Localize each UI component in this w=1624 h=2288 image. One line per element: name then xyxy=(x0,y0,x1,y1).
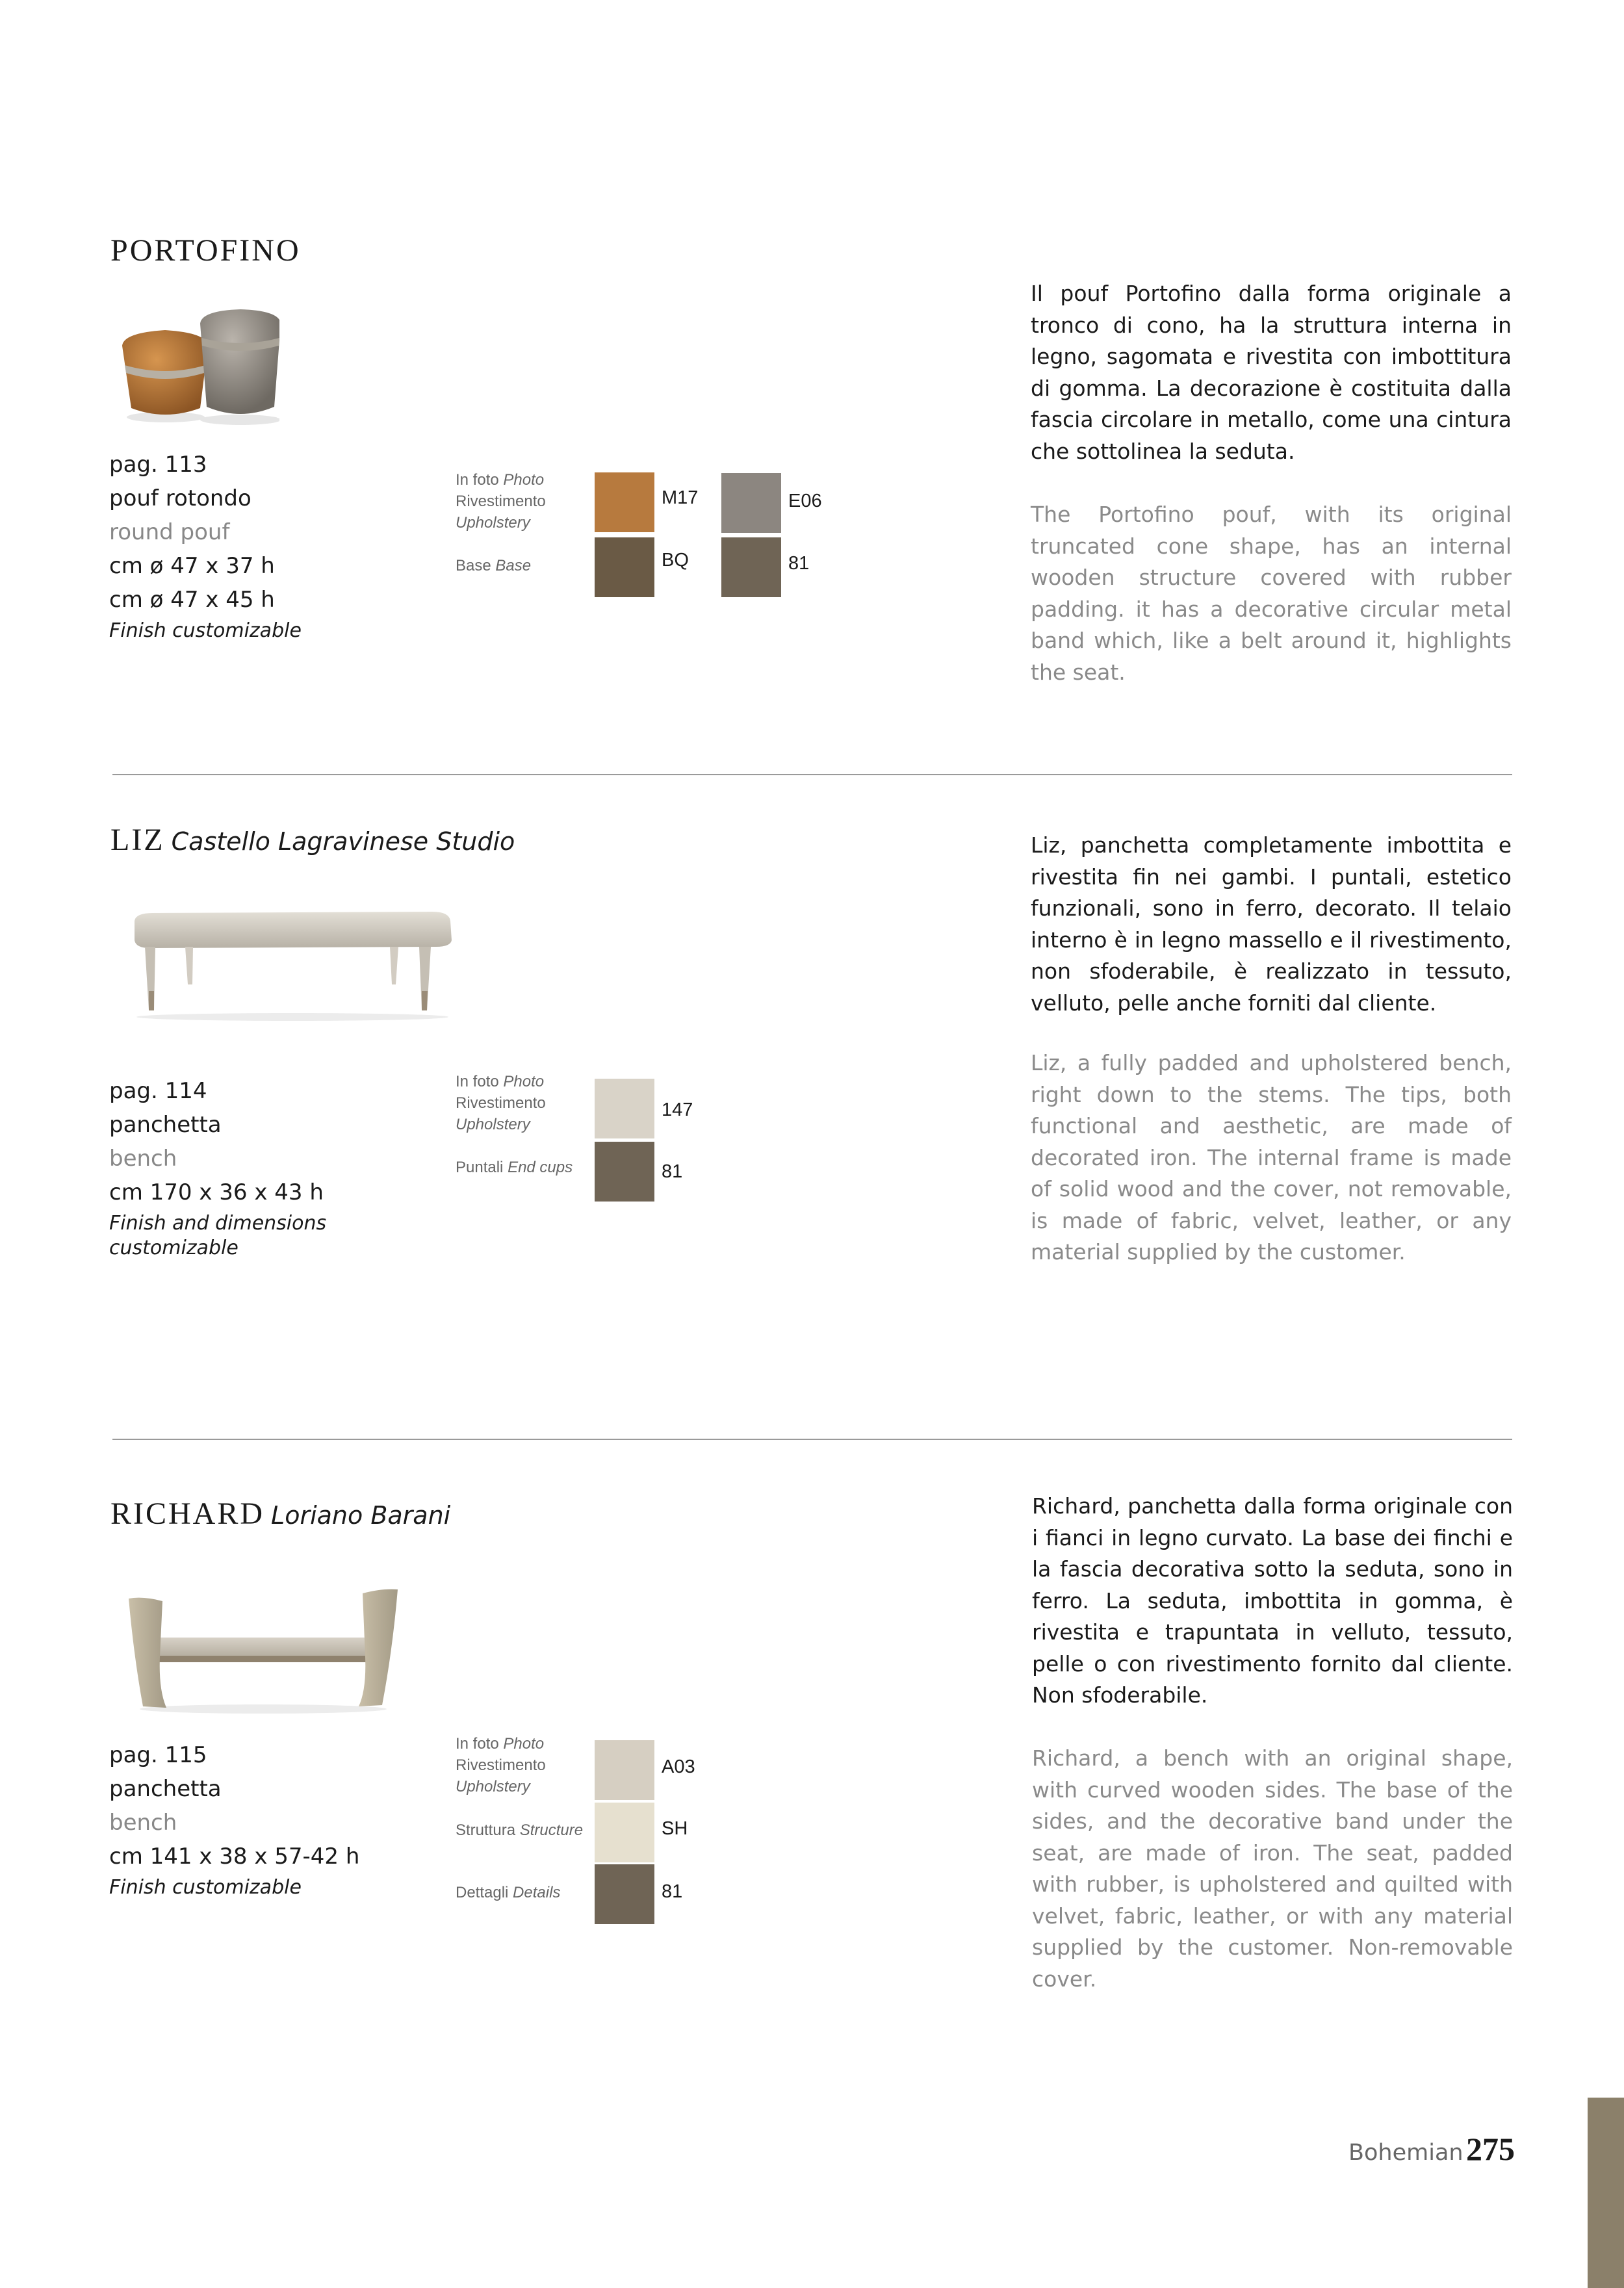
label-text: Photo xyxy=(503,1073,545,1090)
page-ref: pag. 113 xyxy=(109,452,207,478)
finish-note: Finish and dimensions customizable xyxy=(109,1212,327,1259)
label-text: End cups xyxy=(508,1159,573,1176)
description-italian: Richard, panchetta dalla forma originale con i fianci in legno curvato. La base dei finchi e la fascia decorativa sotto la seduta, sono in ferro. La seduta, imbottita in gomma, è rivestita e trapuntata in velluto, tessuto, pelle o con rivestimento fornito dal cliente. Non sfoderabile. xyxy=(1032,1493,1513,1708)
swatch-code: 81 xyxy=(788,553,810,574)
type-italian: panchetta xyxy=(109,1776,222,1802)
designer-name: Castello Lagravinese Studio xyxy=(171,827,515,856)
product-title-liz xyxy=(110,822,515,858)
portofino-pouf-photo xyxy=(110,305,279,429)
richard-upholstery-label xyxy=(456,1733,546,1797)
description-english: Richard, a bench with an original shape, with curved wooden sides. The base of the sides, and the decorative band under the seat, are made of iron. The seat, padded with rubber, is upholstered and quilted with velvet, fabric, leather, or with any material supplied by the customer. Non-removable cover. xyxy=(1032,1745,1513,1992)
richard-specs xyxy=(109,1744,359,1900)
label-text: Upholstery xyxy=(456,1116,530,1133)
label-text: Photo xyxy=(503,471,545,489)
description-italian: Liz, panchetta completamente imbottita e rivestita fin nei gambi. I puntali, estetico funzionali, sono in ferro, decorato. Il telaio interno è in legno massello e il rivestimento, non sfoderabile, è realizzato in tessuto, velluto, pelle anche forniti dal cliente. xyxy=(1031,832,1512,1016)
page-ref: pag. 114 xyxy=(109,1078,207,1104)
richard-details-label xyxy=(456,1882,560,1903)
label-text: In foto xyxy=(456,1073,499,1090)
page-footer xyxy=(1348,2130,1515,2168)
portofino-upholstery-label xyxy=(456,469,546,533)
page-number: 275 xyxy=(1466,2131,1515,2167)
label-text: Photo xyxy=(503,1735,545,1753)
description-italian: Il pouf Portofino dalla forma originale a tronco di cono, ha la struttura interna in legno, sagomata e rivestita con imbottitura di gomma. La decorazione è costituita dalla fascia circolare in metallo, come una cintura che sottolinea la seduta. xyxy=(1031,281,1512,464)
swatch-code: E06 xyxy=(788,491,822,511)
finish-note: Finish customizable xyxy=(109,619,302,642)
dimensions: cm ø 47 x 37 h xyxy=(109,553,275,579)
description-english: The Portofino pouf, with its original truncated cone shape, has an internal wooden structure covered with rubber padding. it has a decorative circular metal band which, like a belt around it, highlights the seat. xyxy=(1031,502,1512,685)
swatch-81[interactable] xyxy=(595,1142,654,1202)
swatch-code: SH xyxy=(662,1818,688,1839)
type-italian: pouf rotondo xyxy=(109,485,251,511)
dimensions: cm ø 47 x 45 h xyxy=(109,587,275,613)
product-name: PORTOFINO xyxy=(110,233,301,268)
swatch-sh[interactable] xyxy=(595,1803,654,1862)
label-text: In foto xyxy=(456,471,499,489)
liz-upholstery-label xyxy=(456,1071,546,1135)
label-text: Upholstery xyxy=(456,1778,530,1795)
swatch-code: M17 xyxy=(662,487,699,508)
label-text: Structure xyxy=(519,1821,584,1839)
dimensions: cm 141 x 38 x 57-42 h xyxy=(109,1844,360,1870)
swatch-81[interactable] xyxy=(595,1864,654,1924)
swatch-147[interactable] xyxy=(595,1079,654,1138)
label-text: Upholstery xyxy=(456,514,530,532)
label-text: Base xyxy=(495,557,532,574)
type-english: round pouf xyxy=(109,519,230,545)
liz-bench-photo xyxy=(127,906,458,1023)
swatch-code: 81 xyxy=(662,1881,683,1902)
swatch-bq[interactable] xyxy=(595,537,654,597)
label-text: Dettagli xyxy=(456,1884,509,1901)
richard-bench-photo xyxy=(123,1586,403,1716)
swatch-code: A03 xyxy=(662,1756,695,1777)
label-text: Struttura xyxy=(456,1821,516,1839)
description-english: Liz, a fully padded and upholstered bench, right down to the stems. The tips, both functional and aesthetic, are made of decorated iron. The internal frame is made of solid wood and the cover, not removable, is made of fabric, velvet, leather, or any material supplied by the customer. xyxy=(1031,1050,1512,1265)
swatch-m17[interactable] xyxy=(595,472,654,532)
swatch-code: 147 xyxy=(662,1099,693,1120)
label-text: Rivestimento xyxy=(456,1094,546,1112)
liz-endcups-label xyxy=(456,1157,573,1178)
swatch-a03[interactable] xyxy=(595,1740,654,1800)
finish-note: Finish customizable xyxy=(109,1876,302,1899)
swatch-81[interactable] xyxy=(721,537,781,597)
chapter-tab xyxy=(1588,2098,1624,2288)
label-text: Puntali xyxy=(456,1159,504,1176)
product-title-portofino xyxy=(110,233,301,268)
section-divider xyxy=(112,774,1512,775)
swatch-code: BQ xyxy=(662,550,689,571)
product-name: LIZ xyxy=(110,823,165,857)
label-text: Rivestimento xyxy=(456,1756,546,1774)
swatch-e06[interactable] xyxy=(721,473,781,533)
label-text: Rivestimento xyxy=(456,493,546,510)
portofino-base-label xyxy=(456,555,531,576)
type-italian: panchetta xyxy=(109,1112,222,1138)
section-divider xyxy=(112,1439,1512,1440)
page-ref: pag. 115 xyxy=(109,1742,207,1768)
type-english: bench xyxy=(109,1810,177,1836)
product-title-richard xyxy=(110,1496,450,1532)
portofino-specs xyxy=(109,454,302,643)
richard-structure-label xyxy=(456,1819,583,1841)
label-text: In foto xyxy=(456,1735,499,1753)
liz-specs xyxy=(109,1080,356,1261)
swatch-code: 81 xyxy=(662,1161,683,1182)
label-text: Details xyxy=(513,1884,561,1901)
dimensions: cm 170 x 36 x 43 h xyxy=(109,1179,324,1205)
label-text: Base xyxy=(456,557,491,574)
collection-name: Bohemian xyxy=(1348,2140,1463,2166)
designer-name: Loriano Barani xyxy=(271,1501,451,1530)
product-name: RICHARD xyxy=(110,1497,265,1531)
type-english: bench xyxy=(109,1146,177,1172)
